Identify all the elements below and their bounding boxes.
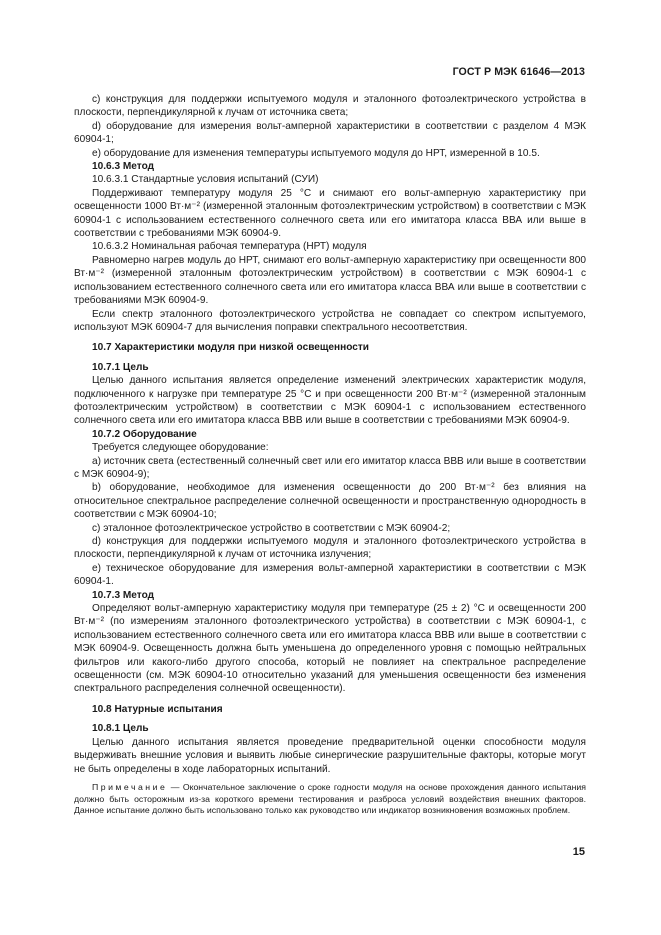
note-text: — Окончательное заключение о сроке годности модуля на основе прохождения данного испытания должно быть осторожным из-за короткого времени тестирования и разброса условий воздействия внешних факторов. Данное испытание должно быть использовано только как руководство или индикатор возникновения возможных проблем. bbox=[74, 781, 586, 816]
section-heading-10-7-3: 10.7.3 Метод bbox=[92, 589, 155, 601]
section-heading-10-7: 10.7 Характеристики модуля при низкой освещенности bbox=[92, 342, 369, 354]
note-label: Примечание bbox=[92, 781, 168, 792]
body-paragraph: Поддерживают температуру модуля 25 °С и снимают его вольт-амперную характеристику при освещенности 1000 Вт·м⁻² (измеренной эталонным фотоэлектрическим устройством) в соответствии с МЭК 60904-1 с использованием естественного солнечного света или его имитатора класса ВВА или выше в соответствии с требованиями МЭК 60904-9. bbox=[74, 187, 586, 240]
document-body bbox=[74, 93, 586, 817]
note-paragraph bbox=[74, 782, 586, 817]
body-paragraph: Равномерно нагрев модуль до НРТ, снимают его вольт-амперную характеристику при освещенности 800 Вт·м⁻² (измеренной эталонным фотоэлектрическим устройством) в соответствии с МЭК 60904-1 с использованием естественного солнечного света или его имитатора класса ВВА или выше в соответствии с требованиями МЭК 60904-9. bbox=[74, 254, 586, 307]
list-item-c: c) конструкция для поддержки испытуемого модуля и эталонного фотоэлектрического устройства в плоскости, перпендикулярной к лучам от источника света; bbox=[74, 94, 586, 119]
section-heading-10-8-1: 10.8.1 Цель bbox=[92, 723, 149, 735]
list-item-d: d) оборудование для измерения вольт-амперной характеристики в соответствии с разделом 4 МЭК 60904-1; bbox=[74, 120, 586, 146]
list-item-a: a) источник света (естественный солнечный свет или его имитатор класса ВВВ или выше в соответствии с МЭК 60904-9); bbox=[74, 455, 586, 480]
page-number: 15 bbox=[572, 846, 585, 858]
subsection-title-10-6-3-2: 10.6.3.2 Номинальная рабочая температура (НРТ) модуля bbox=[92, 241, 367, 253]
body-paragraph: Целью данного испытания является проведение предварительной оценки способности модуля выдерживать внешние условия и выявить любые синергические разрушительные факторы, которые могут не быть определены в ходе лабораторных испытаний. bbox=[74, 736, 586, 775]
list-item-c: c) эталонное фотоэлектрическое устройство в соответствии с МЭК 60904-2; bbox=[92, 522, 451, 534]
section-heading-10-6-3: 10.6.3 Метод bbox=[92, 161, 155, 173]
document-code-header: ГОСТ Р МЭК 61646—2013 bbox=[452, 66, 585, 78]
body-paragraph: Если спектр эталонного фотоэлектрического устройства не совпадает со спектром испытуемого, используют МЭК 60904-7 для вычисления поправки спектрального несоответствия. bbox=[74, 308, 586, 333]
list-item-b: b) оборудование, необходимое для изменения освещенности до 200 Вт·м⁻² без влияния на относительное спектральное распределение солнечной освещенности и пространственную однородность в соответствии с МЭК 60904-10; bbox=[74, 482, 586, 521]
list-item-e: e) техническое оборудование для измерения вольт-амперной характеристики в соответствии с МЭК 60904-1. bbox=[74, 562, 586, 588]
list-item-d: d) конструкция для поддержки испытуемого модуля и эталонного фотоэлектрического устройства в плоскости, перпендикулярной к лучам от источника излучения; bbox=[74, 536, 586, 561]
section-heading-10-8: 10.8 Натурные испытания bbox=[92, 703, 223, 715]
body-paragraph: Целью данного испытания является определение изменений электрических характеристик модуля, подключенного к нагрузке при температуре 25 °С и при освещенности 200 Вт·м⁻² (измеренной эталонным фотоэлектрическим устройством) в соответствии с МЭК 60904-1 с использованием естественного солнечного света или его имитатора класса ВВВ или выше в соответствии с требованиями МЭК 60904-9. bbox=[74, 375, 586, 427]
section-heading-10-7-1: 10.7.1 Цель bbox=[92, 361, 149, 373]
section-heading-10-7-2: 10.7.2 Оборудование bbox=[92, 428, 197, 440]
subsection-title-10-6-3-1: 10.6.3.1 Стандартные условия испытаний (СУИ) bbox=[92, 174, 319, 186]
body-paragraph: Требуется следующее оборудование: bbox=[92, 442, 269, 454]
list-item-e: e) оборудование для изменения температуры испытуемого модуля до НРТ, измеренной в 10.5. bbox=[92, 147, 540, 159]
body-paragraph: Определяют вольт-амперную характеристику модуля при температуре (25 ± 2) °С и освещенности 200 Вт·м⁻² (по измерениям эталонного фотоэлектрического устройства) в соответствии с МЭК 60904-1, с использованием естественного солнечного света или его имитатора класса ВВВ или выше в соответствии с МЭК 60904-9. Освещенность должна быть уменьшена до определенного уровня с помощью нейтральных фильтров или какого-либо другого способа, который не повлияет на спектральное распределение освещенности (см. МЭК 60904-10 относительно указаний для уменьшения освещенности без изменения спектрального распределения солнечной освещенности). bbox=[74, 603, 586, 695]
